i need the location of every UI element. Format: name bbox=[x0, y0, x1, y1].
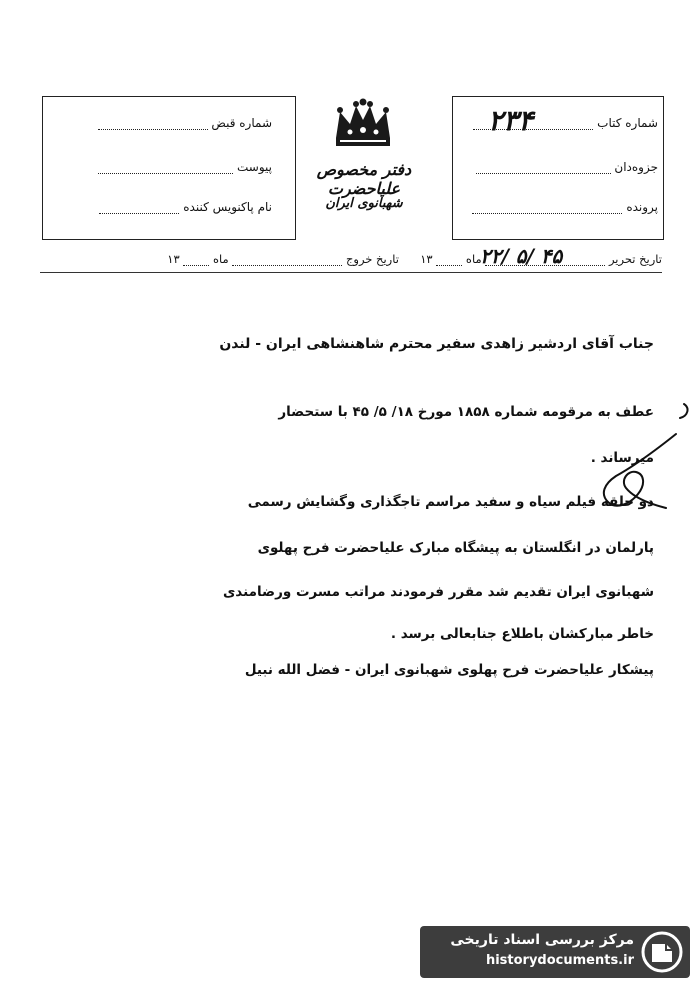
header-divider bbox=[40, 272, 662, 273]
folder-row bbox=[462, 160, 658, 174]
typist-field bbox=[99, 213, 179, 214]
letter-line-2: میرساند . bbox=[590, 450, 654, 466]
year-prefix-2: ۱۳ bbox=[167, 252, 180, 266]
attachment-label: پیوست bbox=[237, 160, 272, 174]
month-field-1 bbox=[436, 265, 462, 266]
office-subtitle: شهبانوی ایران bbox=[325, 196, 403, 211]
archive-logo-icon bbox=[640, 930, 684, 974]
typist-row bbox=[62, 200, 272, 214]
receipt-number-field bbox=[98, 129, 208, 130]
letter-line-3: دو حلقه فیلم سیاه و سفید مراسم تاجگذاری وگشایش رسمی bbox=[247, 494, 654, 510]
letter-line-1: عطف به مرقومه شماره ۱۸۵۸ مورخ ۱۸/ ۵/ ۴۵ با ستحضار bbox=[278, 404, 654, 420]
typist-label: نام پاکنویس کننده bbox=[183, 200, 272, 214]
crown-emblem bbox=[330, 98, 396, 150]
watermark-website: historydocuments.ir bbox=[485, 953, 634, 968]
date-row bbox=[42, 252, 662, 266]
month-label-2: ماه bbox=[212, 252, 229, 266]
letter-line-7: پیشکار علیاحضرت فرح پهلوی شهبانوی ایران - فضل الله نبیل bbox=[244, 662, 654, 678]
folder-label: جزوه‌دان bbox=[614, 160, 658, 174]
file-label: پرونده bbox=[626, 200, 658, 214]
file-row bbox=[462, 200, 658, 214]
handwritten-signature-mark bbox=[586, 398, 696, 518]
receipt-number-label: شماره قبض bbox=[211, 116, 272, 130]
letter-number-label: شماره کتاب bbox=[597, 116, 658, 130]
year-prefix-1: ۱۳ bbox=[420, 252, 433, 266]
letter-line-6: خاطر مبارکشان باطلاع جنابعالی برسد . bbox=[390, 626, 654, 642]
office-title: دفتر مخصوص علیاحضرت bbox=[316, 160, 412, 198]
attachment-row bbox=[62, 160, 272, 174]
issue-date-value: ۲۲/ ۵/ ۴۵ bbox=[480, 244, 563, 268]
attachment-field bbox=[98, 173, 233, 174]
letter-line-4: پارلمان در انگلستان به پیشگاه مبارک علیاحضرت فرح پهلوی bbox=[257, 540, 654, 556]
watermark bbox=[420, 926, 690, 978]
letter-number-value: ۲۳۴ bbox=[488, 104, 534, 137]
month-field-2 bbox=[183, 265, 209, 266]
watermark-org-name: مرکز بررسی اسناد تاریخی bbox=[450, 932, 634, 948]
month-label-1: ماه bbox=[465, 252, 482, 266]
folder-field bbox=[476, 173, 611, 174]
issue-date-label: تاریخ تحریر bbox=[608, 252, 662, 266]
receipt-number-row bbox=[62, 116, 272, 130]
letter-addressee: جناب آقای اردشیر زاهدی سفیر محترم شاهنشاهی ایران - لندن bbox=[219, 336, 654, 352]
exit-date-field bbox=[232, 265, 342, 266]
exit-date-label: تاریخ خروج bbox=[345, 252, 399, 266]
letter-line-5: شهبانوی ایران تقدیم شد مقرر فرمودند مراتب مسرت ورضامندی bbox=[222, 584, 654, 600]
file-field bbox=[472, 213, 622, 214]
